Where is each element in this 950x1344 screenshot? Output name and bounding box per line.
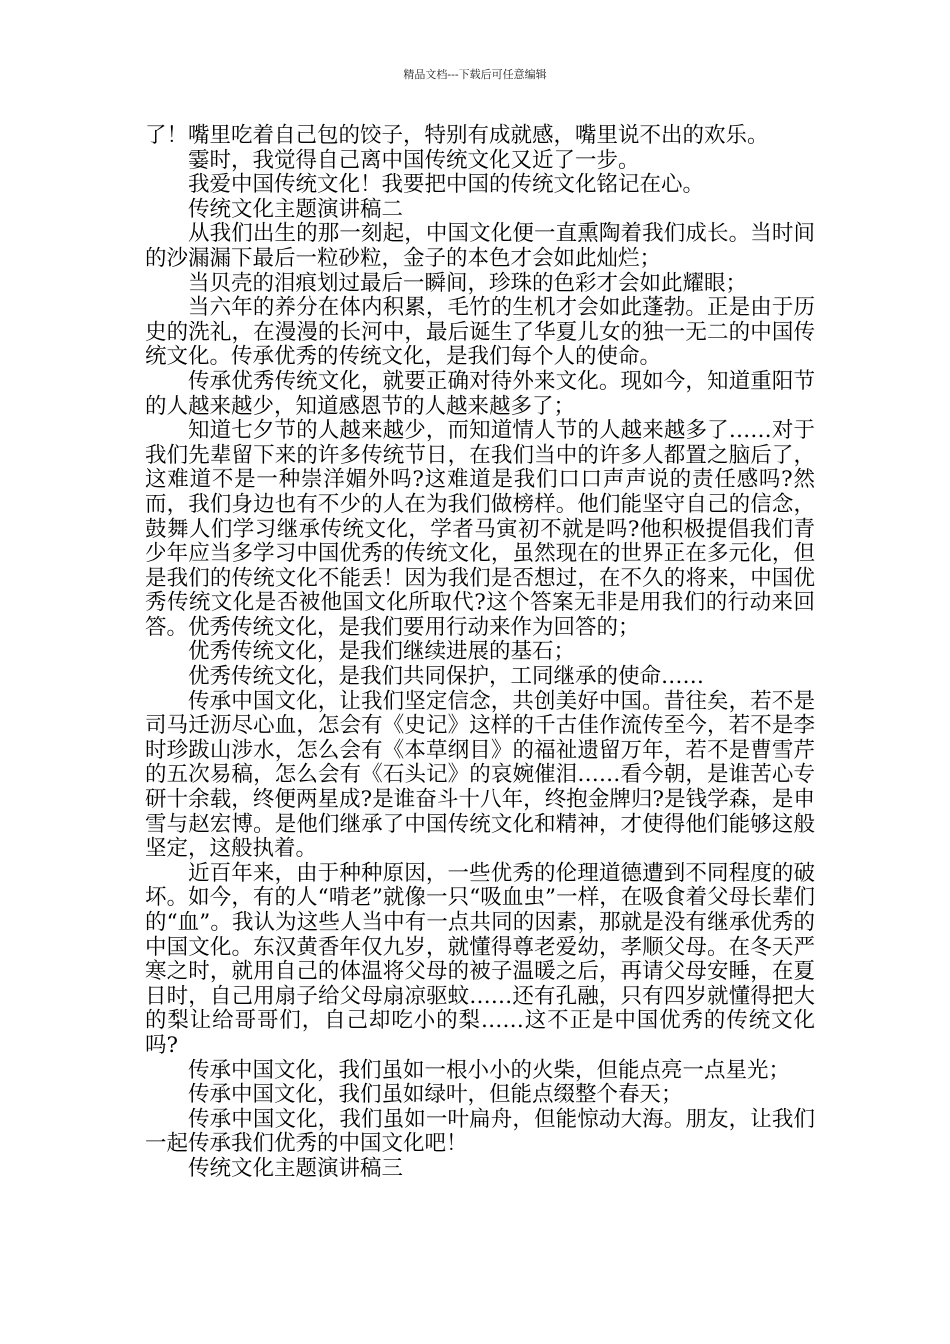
paragraph: 传承优秀传统文化，就要正确对待外来文化。现如今，知道重阳节的人越来越少，知道感恩节的人越来越多了； (145, 368, 815, 419)
paragraph: 传承中国文化，我们虽如一根小小的火柴，但能点亮一点星光； (188, 1057, 791, 1083)
paragraph: 优秀传统文化，是我们继续进展的基石； (188, 639, 576, 665)
page-header: 精品文档---下载后可任意编辑 (403, 68, 547, 81)
paragraph: 传统文化主题演讲稿二 (188, 196, 404, 222)
paragraph: 了！嘴里吃着自己包的饺子，特别有成就感，嘴里说不出的欢乐。 (145, 123, 769, 148)
paragraph: 优秀传统文化，是我们共同保护，工同继承的使命…… (188, 664, 705, 690)
paragraph: 从我们出生的那一刻起，中国文化便一直熏陶着我们成长。当时间的沙漏漏下最后一粒砂粒，金子的本色才会如此灿烂； (145, 221, 815, 271)
paragraph: 传统文化主题演讲稿三 (188, 1155, 404, 1181)
paragraph: 我爱中国传统文化！我要把中国的传统文化铭记在心。 (188, 172, 705, 198)
paragraph: 知道七夕节的人越来越少，而知道情人节的人越来越多了……对于我们先辈留下来的许多传统节日，在我们当中的许多人都置之脑后了，这难道不是一种崇洋媚外吗?这难道是我们口口声声说的责任感吗?然而，我们身边也有不少的人在为我们做榜样。他们能坚守自己的信念，鼓舞人们学习继承传统文化，学者马寅初不就是吗?他积极提倡我们青少年应当多学习中国优秀的传统文化，虽然现在的世界正在多元化，但是我们的传统文化不能丢！因为我们是否想过，在不久的将来，中国优秀传统文化是否被他国文化所取代?这个答案无非是用我们的行动来回答。优秀传统文化，是我们要用行动来作为回答的； (145, 418, 815, 640)
paragraph: 当贝壳的泪痕划过最后一瞬间，珍珠的色彩才会如此耀眼； (188, 270, 748, 296)
paragraph: 当六年的养分在体内积累，毛竹的生机才会如此蓬勃。正是由于历史的洗礼，在漫漫的长河中，最后诞生了华夏儿女的独一无二的中国传统文化。传承优秀的传统文化，是我们每个人的使命。 (145, 295, 815, 370)
paragraph: 传承中国文化，让我们坚定信念，共创美好中国。昔往矣，若不是司马迁沥尽心血，怎会有《史记》这样的千古佳作流传至今，若不是李时珍跋山涉水，怎么会有《本草纲目》的福祉遗留万年，若不是曹雪芹的五次易稿，怎么会有《石头记》的哀婉催泪……看今朝，是谁苦心专研十余载，终便两星成?是谁奋斗十八年，终抱金牌归?是钱学森，是申雪与赵宏博。是他们继承了中国传统文化和精神，才使得他们能够这般坚定，这般执着。 (145, 688, 815, 862)
document-body (145, 124, 815, 1182)
paragraph: 近百年来，由于种种原因，一些优秀的伦理道德遭到不同程度的破坏。如今，有的人“啃老”就像一只“吸血虫”一样，在吸食着父母长辈们的“血”。我认为这些人当中有一点共同的因素，那就是没有继承优秀的中国文化。东汉黄香年仅九岁，就懂得尊老爱幼，孝顺父母。在冬天严寒之时，就用自己的体温将父母的被子温暖之后，再请父母安睡，在夏日时，自己用扇子给父母扇凉驱蚊……还有孔融，只有四岁就懂得把大的梨让给哥哥们，自己却吃小的梨……这不正是中国优秀的传统文化吗? (145, 860, 815, 1058)
paragraph: 传承中国文化，我们虽如一叶扁舟，但能惊动大海。朋友，让我们一起传承我们优秀的中国文化吧！ (145, 1106, 815, 1157)
paragraph: 霎时，我觉得自己离中国传统文化又近了一步。 (188, 147, 640, 173)
paragraph: 传承中国文化，我们虽如绿叶，但能点缀整个春天； (188, 1082, 683, 1108)
